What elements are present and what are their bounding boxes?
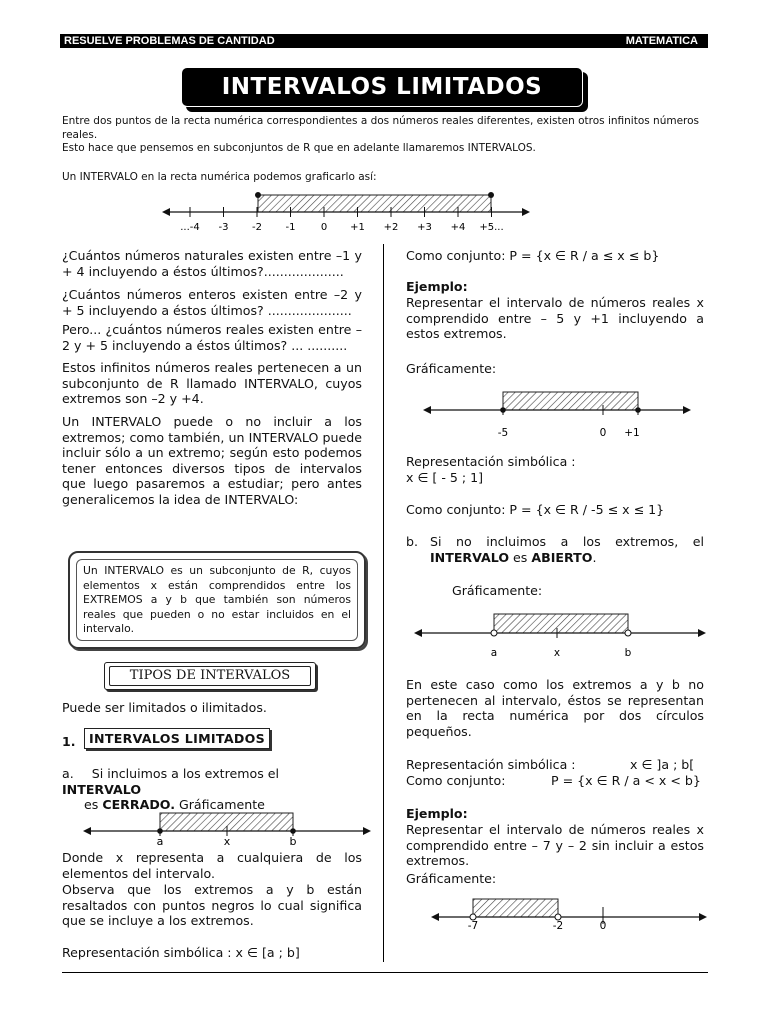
interval-shade [494,614,628,633]
tick-label-b: b [289,835,297,848]
example2-graph [430,894,708,936]
conjunto-cerrado: Como conjunto: P = {x ∈ R / a ≤ x ≤ b} [406,248,660,263]
footer-line [62,972,708,973]
tick-label-a: a [156,835,164,848]
item-b-bold2: ABIERTO [531,549,593,565]
header-right: MATEMATICA [625,35,698,47]
tick-label-b: b [624,647,632,659]
arrow-left-icon [423,406,431,414]
graficamente-1: Gráficamente: [406,361,497,376]
graficamente-3: Gráficamente: [406,871,497,886]
tick-label: +2 [383,222,399,233]
arrow-right-icon [683,406,691,414]
tick-label-a: a [490,647,498,659]
ejemplo-2-text: Representar el intervalo de números reales x comprendido entre – 7 y – 2 sin incluir a estos extremos. [406,822,704,868]
ejemplo-1-text: Representar el intervalo de números reales x comprendido entre – 5 y +1 incluyendo a estos extremos. [406,295,704,341]
graficamente-2: Gráficamente: [452,583,543,598]
donde-text: Donde x representa a cualquiera de los elementos del intervalo. [62,850,362,881]
conjunto-1: Como conjunto: P = {x ∈ R / -5 ≤ x ≤ 1} [406,502,665,517]
ejemplo-2-title: Ejemplo: [406,806,468,821]
interval-shade [473,899,558,917]
intro-number-line [160,186,530,236]
closed-interval-graph [82,808,372,850]
item-a-text1: Si incluimos a los extremos el [91,766,280,781]
conjunto-2-value: P = {x ∈ R / a < x < b} [551,773,701,788]
endpoint-dot [157,828,163,834]
endpoint-dot [635,407,641,413]
item-b-marker: b. [406,534,418,549]
definition-box [68,551,366,649]
interval-shade [258,195,491,212]
arrow-right-icon [522,208,530,216]
simbolica-cerrado: Representación simbólica : x ∈ [a ; b] [62,945,300,960]
item-a-text2: es [84,797,103,812]
question-naturales: ¿Cuántos números naturales existen entre –1 y + 4 incluyendo a éstos últimos?.................... [62,248,362,279]
endpoint-dot [488,192,494,198]
arrow-left-icon [431,913,439,921]
ejemplo-1-title: Ejemplo: [406,279,468,294]
section-title-limitados: INTERVALOS LIMITADOS [84,728,270,749]
tick-label: +3 [417,222,432,233]
tipos-heading-box [104,662,316,690]
item-b-bold1: INTERVALO [430,549,510,565]
tick-label: -2 [552,920,564,932]
open-endpoint-circle [625,630,631,636]
tick-label: -5 [497,427,509,439]
page-header [60,34,708,48]
tick-label: -7 [467,920,479,932]
simbolica-1-label: Representación simbólica : [406,454,576,469]
example1-graph [422,386,692,442]
tick-label: 0 [599,920,607,932]
tick-label: 0 [320,222,328,233]
arrow-right-icon [698,629,706,637]
tick-label: ...-4 [180,222,200,233]
conjunto-2-label: Como conjunto: [406,773,506,788]
paragraph-intervalo: Un INTERVALO puede o no incluir a los extremos; como también, un INTERVALO puede incluir sólo a un extremo; según esto podemos tener entonces diversos tipos de intervalos que luego pasaremos a estudiar; pero antes generalicemos la idea de INTERVALO: [62,414,362,507]
open-interval-graph [413,608,707,660]
tick-label: +4 [450,222,466,233]
intro-paragraph-3: Un INTERVALO en la recta numérica podemos graficarlo así: [62,171,377,183]
tick-label: -1 [285,222,296,233]
page-title: INTERVALOS LIMITADOS [181,67,583,107]
definition-text: Un INTERVALO es un subconjunto de R, cuyos elementos x están comprendidos entre los EXTREMOS a y b que también son números reales que pueden o no estar incluidos en el intervalo. [76,559,358,641]
item-b-text3: . [592,549,597,565]
paragraph-infinitos: Estos infinitos números reales pertenecen a un subconjunto de R llamado INTERVALO, cuyos extremos son –2 y +4. [62,360,362,406]
item-a-bold1: INTERVALO [62,781,142,797]
arrow-right-icon [363,827,371,835]
endpoint-dot [290,828,296,834]
item-a-bold2: CERRADO. [102,797,175,812]
item-b [406,534,704,565]
open-endpoint-circle [491,630,497,636]
puede-text: Puede ser limitados o ilimitados. [62,700,267,715]
endpoint-dot [255,192,261,198]
section-number: 1. [62,734,76,749]
arrow-left-icon [162,208,170,216]
item-a-text3: Gráficamente [174,797,265,812]
simbolica-2-label: Representación simbólica : [406,757,576,772]
item-b-text1: Si no incluimos a los extremos, el [430,534,704,549]
question-enteros: ¿Cuántos números enteros existen entre –2 y + 5 incluyendo a éstos últimos? ..................... [62,287,362,318]
interval-shade [503,392,638,410]
question-reales: Pero... ¿cuántos números reales existen entre –2 y + 5 incluyendo a éstos últimos? ... .......... [62,322,362,353]
tick-label: +1 [350,222,365,233]
arrow-left-icon [83,827,91,835]
column-divider [383,244,384,962]
tick-label-x: x [223,835,231,848]
tick-label: -2 [252,222,262,233]
item-b-text2: es [509,549,532,565]
endpoint-dot [500,407,506,413]
item-a [62,766,362,813]
item-a-marker: a. [62,766,74,781]
observa-text: Observa que los extremos a y b están resaltados con puntos negros lo cual significa que se incluye a los extremos. [62,882,362,928]
tick-label: +5... [479,222,504,233]
arrow-left-icon [414,629,422,637]
arrow-right-icon [699,913,707,921]
simbolica-1-value: x ∈ [ - 5 ; 1] [406,470,484,485]
simbolica-2-value: x ∈ ]a ; b[ [630,757,695,772]
tick-label: -3 [218,222,229,233]
tick-label: 0 [599,427,607,439]
tick-label-x: x [553,647,561,659]
en-este-caso-text: En este caso como los extremos a y b no pertenecen al intervalo, éstos se representan en la recta numérica por dos círculos pequeños. [406,677,704,739]
intro-paragraph-2: Esto hace que pensemos en subconjuntos de R que en adelante llamaremos INTERVALOS. [62,142,536,154]
tick-label: +1 [624,427,640,439]
intro-paragraph-1: Entre dos puntos de la recta numérica correspondientes a dos números reales diferentes, existen otros infinitos números reales. [62,115,700,141]
tipos-heading: TIPOS DE INTERVALOS [109,666,311,686]
header-left: RESUELVE PROBLEMAS DE CANTIDAD [64,35,275,47]
